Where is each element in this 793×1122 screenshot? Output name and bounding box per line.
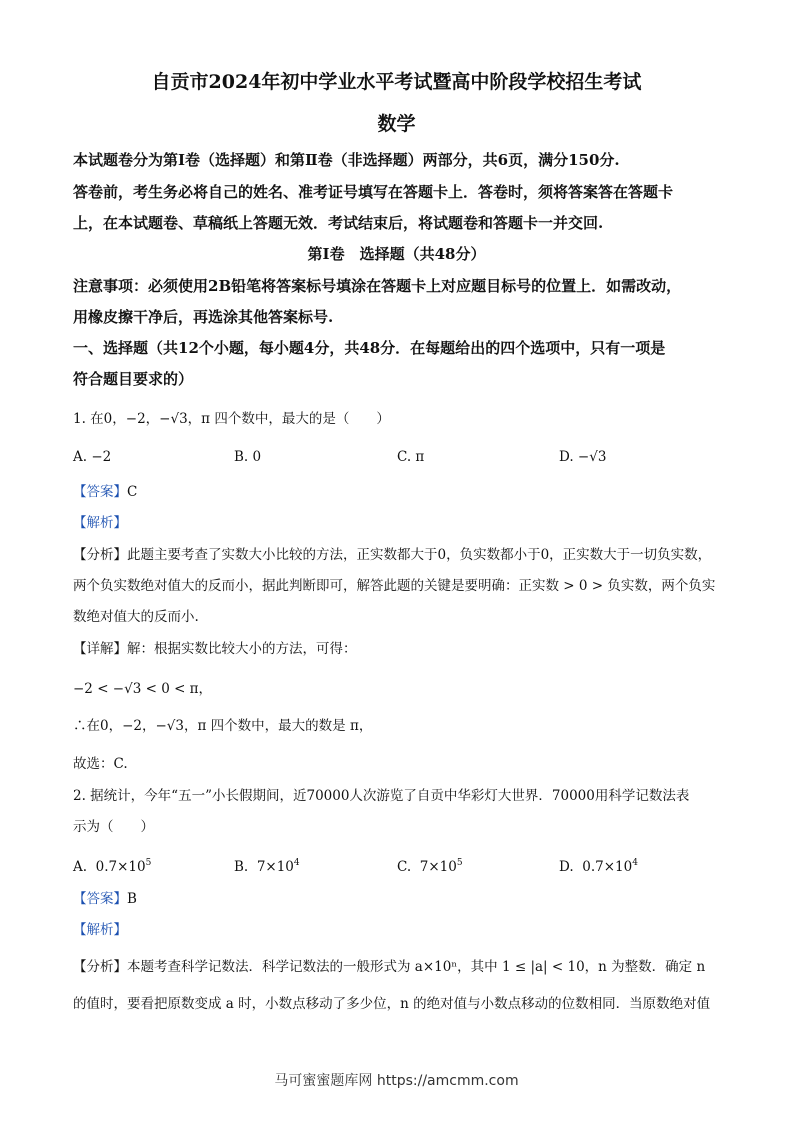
q1-detail-4: 故选：C. (73, 756, 128, 772)
part-heading-1: 一、选择题（共12个小题，每小题4分，共48分．在每题给出的四个选项中，只有一项是 (73, 339, 666, 357)
q1-fenxi-1 (73, 545, 711, 565)
q1-option-b: B. 0 (234, 449, 262, 465)
intro-line-1: 本试题卷分为第Ⅰ卷（选择题）和第Ⅱ卷（非选择题）两部分，共6页，满分150分. (73, 151, 620, 169)
fenxi-tag: 【分析】 (73, 959, 127, 975)
exam-title: 自贡市2024年初中学业水平考试暨高中阶段学校招生考试 (151, 71, 642, 93)
q2-stem-2: 示为（ ） (73, 819, 154, 835)
q2-option-c: C. $7\times 10^5$ (397, 858, 463, 875)
q1-fenxi-3: 数绝对值大的反而小. (73, 609, 199, 625)
q1-detail-2: −2 < −√3 < 0 < π， (73, 681, 213, 697)
notice-line-2: 用橡皮擦干净后，再选涂其他答案标号. (73, 308, 334, 326)
q1-option-c: C. π (397, 449, 425, 465)
q2-answer (73, 889, 137, 909)
q2-option-b: B. $7\times 10^4$ (234, 858, 300, 875)
q1-detail-1 (73, 639, 357, 659)
answer-tag: 【答案】 (73, 484, 127, 500)
q1-fenxi-2: 两个负实数绝对值大的反而小，据此判断即可，解答此题的关键是要明确：正实数 > 0 > 负实数，两个负实 (73, 578, 716, 594)
q1-option-a: A. −2 (73, 449, 112, 465)
subject-title: 数学 (377, 113, 416, 135)
answer-value: B (127, 891, 137, 907)
part-heading-2: 符合题目要求的） (73, 370, 194, 388)
notice-line-1: 注意事项：必须使用2B铅笔将答案标号填涂在答题卡上对应题目标号的位置上．如需改动， (73, 277, 682, 295)
fenxi-text: 此题主要考查了实数大小比较的方法，正实数都大于0，负实数都小于0，正实数大于一切负实数， (127, 547, 712, 563)
answer-tag: 【答案】 (73, 891, 127, 907)
intro-line-3: 上，在本试题卷、草稿纸上答题无效．考试结束后，将试题卷和答题卡一并交回. (73, 214, 604, 232)
q1-stem: 1. 在0，−2，−√3，π 四个数中，最大的是（ ） (73, 411, 390, 427)
q1-option-d: D. −√3 (559, 449, 607, 465)
detail-tag: 【详解】 (73, 641, 127, 657)
fenxi-tag: 【分析】 (73, 547, 127, 563)
answer-value: C (127, 484, 138, 500)
q1-analysis-tag: 【解析】 (73, 515, 127, 531)
footer-watermark: 马可蜜蜜题库网 https://amcmm.com (274, 1073, 519, 1089)
q1-detail-3: ∴在0，−2，−√3，π 四个数中，最大的数是 π， (73, 718, 373, 734)
q1-answer (73, 482, 137, 502)
q2-option-d: D. $0.7\times 10^4$ (559, 858, 638, 875)
fenxi-text: 本题考查科学记数法．科学记数法的一般形式为 a×10ⁿ，其中 1 ≤ |a| < 10，n 为整数．确定 n (127, 959, 706, 975)
detail-text: 解：根据实数比较大小的方法，可得： (127, 641, 357, 657)
q2-fenxi-2: 的值时，要看把原数变成 a 时，小数点移动了多少位，n 的绝对值与小数点移动的位数相同．当原数绝对值 (73, 996, 711, 1012)
q2-analysis-tag: 【解析】 (73, 922, 127, 938)
q2-fenxi-1 (73, 957, 705, 977)
intro-line-2: 答卷前，考生务必将自己的姓名、准考证号填写在答题卡上．答卷时，须将答案答在答题卡 (73, 183, 674, 201)
q2-stem-1: 2. 据统计，今年“五一”小长假期间，近70000人次游览了自贡中华彩灯大世界．70000用科学记数法表 (73, 788, 690, 804)
q2-option-a: A. $0.7\times 10^5$ (73, 858, 152, 875)
section-heading: 第Ⅰ卷 选择题（共48分） (307, 245, 486, 263)
